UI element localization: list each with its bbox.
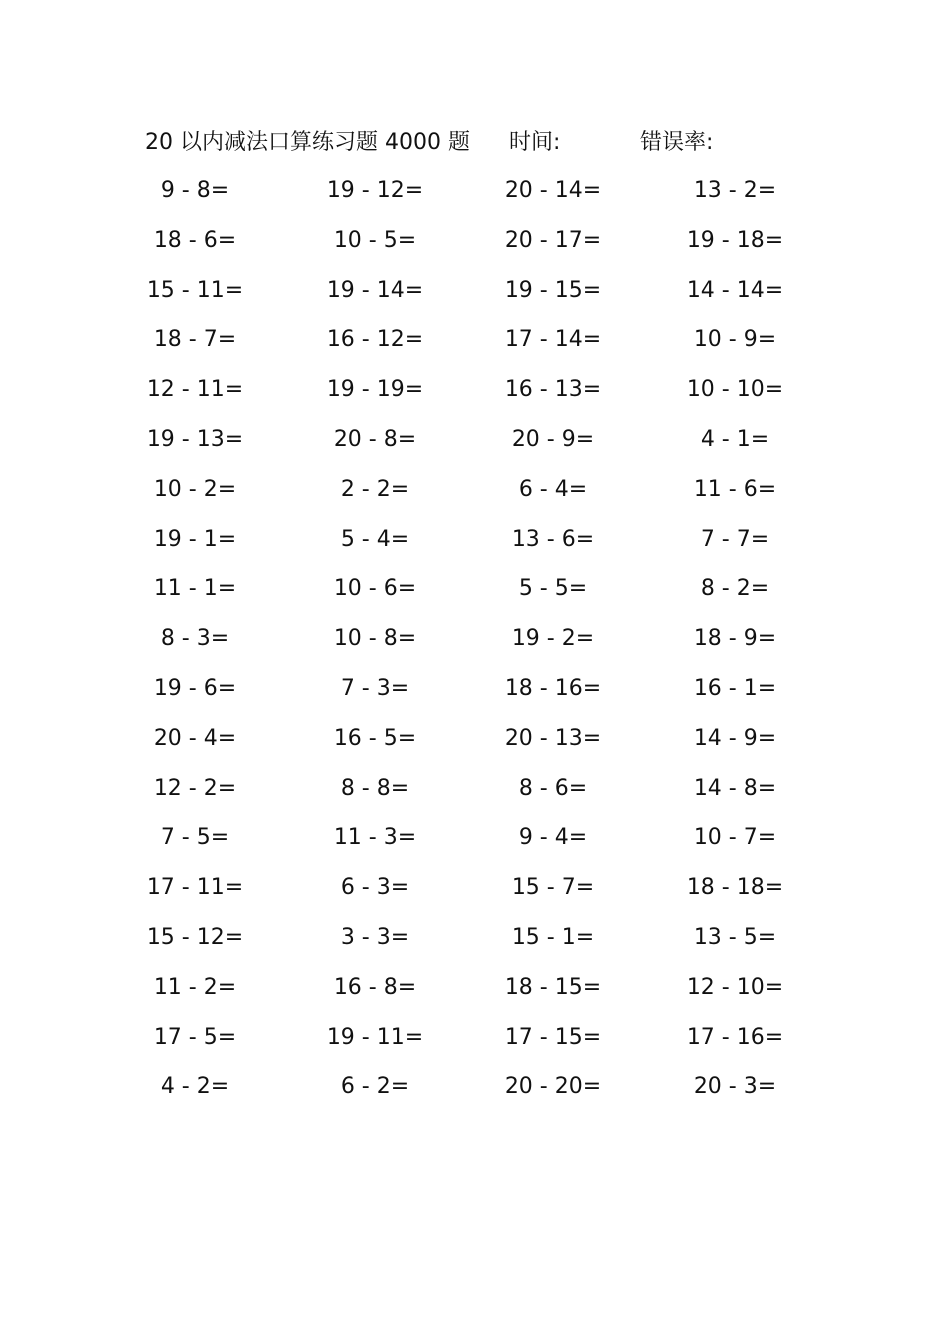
- problem-row: [0, 372, 950, 422]
- problem: 12 - 2=: [153, 775, 237, 801]
- problem: 18 - 7=: [153, 327, 237, 353]
- problem: 9 - 8=: [160, 178, 230, 203]
- problem-row: [0, 820, 950, 870]
- problem: 16 - 1=: [693, 675, 777, 701]
- error-rate-label: 错误率:: [640, 130, 714, 155]
- problem: 12 - 11=: [146, 377, 244, 403]
- problem-row: [0, 970, 950, 1020]
- problem: 10 - 10=: [686, 377, 784, 403]
- problem: 20 - 8=: [333, 426, 417, 452]
- problem: 10 - 2=: [153, 476, 237, 502]
- problem-row: [0, 472, 950, 522]
- problem-row: [0, 422, 950, 472]
- problem: 15 - 7=: [511, 875, 595, 901]
- problem: 19 - 18=: [686, 227, 784, 253]
- problem: 6 - 4=: [518, 476, 588, 502]
- problem: 10 - 6=: [333, 576, 417, 602]
- problem: 9 - 4=: [518, 825, 588, 851]
- problem: 18 - 9=: [693, 626, 777, 652]
- worksheet-header: [0, 126, 950, 160]
- problem: 8 - 6=: [518, 775, 588, 801]
- problem: 6 - 2=: [340, 1074, 410, 1100]
- problem: 8 - 2=: [700, 576, 770, 602]
- problem: 16 - 8=: [333, 974, 417, 1000]
- problem-row: [0, 771, 950, 821]
- problem: 19 - 11=: [326, 1024, 424, 1050]
- problem: 19 - 1=: [153, 526, 237, 552]
- problem-grid: [0, 173, 950, 1119]
- problem-row: [0, 1020, 950, 1070]
- worksheet-title: 20 以内减法口算练习题 4000 题: [145, 130, 470, 155]
- problem: 8 - 3=: [160, 626, 230, 652]
- problem: 20 - 14=: [504, 178, 602, 203]
- problem: 20 - 13=: [504, 725, 602, 751]
- problem: 19 - 6=: [153, 675, 237, 701]
- problem: 18 - 18=: [686, 875, 784, 901]
- problem: 20 - 17=: [504, 227, 602, 253]
- problem: 17 - 16=: [686, 1024, 784, 1050]
- problem: 15 - 1=: [511, 924, 595, 950]
- problem-row: [0, 173, 950, 223]
- problem: 10 - 5=: [333, 227, 417, 253]
- problem: 19 - 15=: [504, 277, 602, 303]
- problem: 11 - 6=: [693, 476, 777, 502]
- problem: 14 - 8=: [693, 775, 777, 801]
- problem-row: [0, 1069, 950, 1119]
- problem: 2 - 2=: [340, 476, 410, 502]
- problem-row: [0, 721, 950, 771]
- problem: 13 - 5=: [693, 924, 777, 950]
- problem: 7 - 3=: [340, 675, 410, 701]
- problem: 5 - 5=: [518, 576, 588, 602]
- problem-row: [0, 522, 950, 572]
- problem: 19 - 13=: [146, 426, 244, 452]
- problem: 8 - 8=: [340, 775, 410, 801]
- problem: 15 - 11=: [146, 277, 244, 303]
- problem-row: [0, 870, 950, 920]
- problem-row: [0, 273, 950, 323]
- problem: 17 - 11=: [146, 875, 244, 901]
- problem: 14 - 9=: [693, 725, 777, 751]
- problem: 7 - 5=: [160, 825, 230, 851]
- problem-row: [0, 920, 950, 970]
- problem: 17 - 5=: [153, 1024, 237, 1050]
- problem-row: [0, 322, 950, 372]
- problem: 19 - 12=: [326, 178, 424, 203]
- problem-row: [0, 571, 950, 621]
- problem: 10 - 8=: [333, 626, 417, 652]
- problem: 17 - 14=: [504, 327, 602, 353]
- problem: 16 - 5=: [333, 725, 417, 751]
- problem: 20 - 4=: [153, 725, 237, 751]
- problem: 18 - 16=: [504, 675, 602, 701]
- problem: 19 - 14=: [326, 277, 424, 303]
- problem: 12 - 10=: [686, 974, 784, 1000]
- problem: 19 - 19=: [326, 377, 424, 403]
- problem: 7 - 7=: [700, 526, 770, 552]
- problem: 11 - 1=: [153, 576, 237, 602]
- problem: 3 - 3=: [340, 924, 410, 950]
- problem: 16 - 13=: [504, 377, 602, 403]
- problem: 20 - 9=: [511, 426, 595, 452]
- time-label: 时间:: [509, 130, 561, 155]
- problem: 15 - 12=: [146, 924, 244, 950]
- problem: 14 - 14=: [686, 277, 784, 303]
- problem: 5 - 4=: [340, 526, 410, 552]
- problem: 6 - 3=: [340, 875, 410, 901]
- problem: 4 - 2=: [160, 1074, 230, 1100]
- problem: 11 - 2=: [153, 974, 237, 1000]
- problem: 10 - 7=: [693, 825, 777, 851]
- problem: 16 - 12=: [326, 327, 424, 353]
- problem: 18 - 6=: [153, 227, 237, 253]
- problem: 17 - 15=: [504, 1024, 602, 1050]
- problem: 19 - 2=: [511, 626, 595, 652]
- problem: 18 - 15=: [504, 974, 602, 1000]
- problem: 20 - 3=: [693, 1074, 777, 1100]
- problem: 10 - 9=: [693, 327, 777, 353]
- problem: 4 - 1=: [700, 426, 770, 452]
- problem: 13 - 2=: [693, 178, 777, 203]
- problem: 11 - 3=: [333, 825, 417, 851]
- problem: 20 - 20=: [504, 1074, 602, 1100]
- problem-row: [0, 671, 950, 721]
- problem: 13 - 6=: [511, 526, 595, 552]
- problem-row: [0, 621, 950, 671]
- problem-row: [0, 223, 950, 273]
